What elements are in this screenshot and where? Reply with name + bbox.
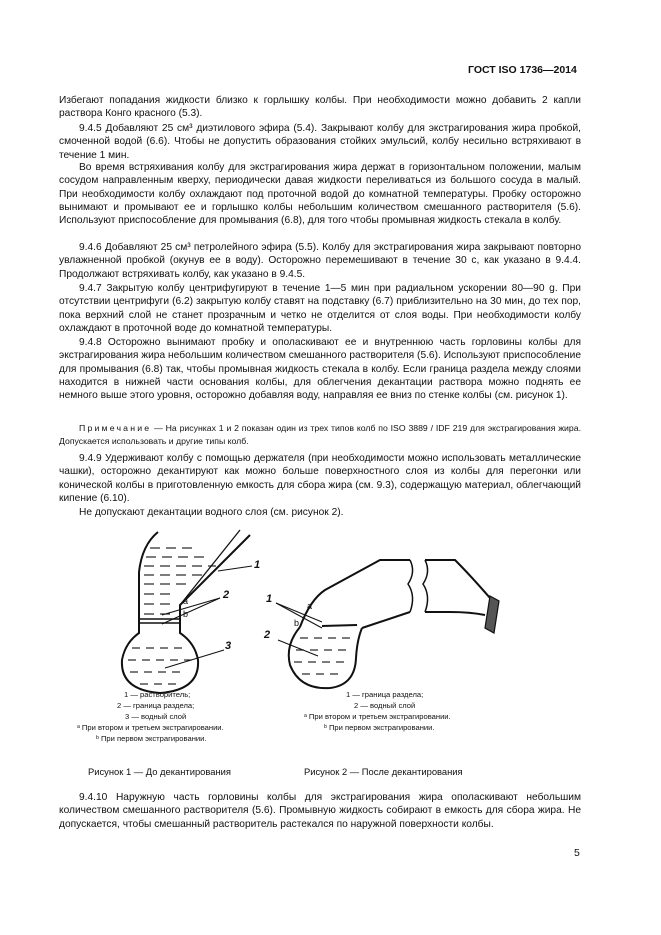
fig1-legend-1: 1 — растворитель; (124, 690, 191, 699)
fig2-label-b: b (294, 618, 300, 628)
fig1-label-3: 3 (225, 640, 232, 652)
fig1-legend-3: 3 — водный слой (125, 712, 187, 721)
fig1-label-a: a (183, 596, 189, 606)
paragraph-9-4-7: 9.4.7 Закрытую колбу центрифугируют в течение 1—5 мин при радиальном ускорении 80—90 g. При отсутствии центрифуги (6.2) закрытую колбу ставят на подставку (6.7) приблизительно на 30 мин, до тех пор, пока верхний слой не станет прозрачным и четко не отделится от слоя воды. При необходимости колбу охлаждают в проточной воде до комнатной температуры. (59, 283, 581, 334)
fig2-footnote-a: ᵃ При втором и третьем экстрагировании. (304, 712, 451, 721)
paragraph-shaking: Во время встряхивания колбу для экстрагирования жира держат в горизонтальном положении, малым сосудом направленным кверху, периодически давая жидкости переливаться из большого сосуда в малый. При необходимости колбу охлаждают под проточной водой до комнатной температуры. Пробку осторожно вынимают и промывают ее и горлышко колбы небольшим количеством смешанного растворителя (5.6). Используют приспособление для промывания (6.8), для того чтобы промывная жидкость стекала в колбу. (59, 162, 581, 227)
paragraph-9-4-10: 9.4.10 Наружную часть горловины колбы для экстрагирования жира ополаскивают небольшим количеством смешанного растворителя (5.6). Промывную жидкость собирают в емкость для сбора жира. Не допускается, чтобы смешанный растворитель растекался по наружной поверхности колбы. (59, 792, 581, 830)
fig1-label-b: b (183, 609, 189, 619)
paragraph-9-4-5: 9.4.5 Добавляют 25 см³ диэтилового эфира (5.4). Закрывают колбу для экстрагирования жира пробкой, смоченной водой (6.6). Чтобы не допустить образования стойких эмульсий, колбу несильно встряхивают в течение 1 мин. (59, 123, 581, 161)
fig2-legend-1: 1 — граница раздела; (346, 690, 424, 699)
document-header: ГОСТ ISO 1736—2014 (468, 64, 577, 76)
page-number: 5 (574, 847, 580, 859)
figure-2-caption: Рисунок 2 — После декантирования (304, 766, 463, 777)
paragraph-intro: Избегают попадания жидкости близко к горлышку колбы. При необходимости можно добавить 2 капли раствора Конго красного (5.3). (59, 95, 581, 120)
fig2-label-2: 2 (264, 629, 271, 641)
fig1-legend-2: 2 — граница раздела; (117, 701, 195, 710)
fig2-label-a: a (307, 601, 313, 611)
fig2-label-1: 1 (266, 593, 273, 605)
fig1-label-2: 2 (223, 589, 230, 601)
paragraph-no-decant: Не допускают декантации водного слоя (см. рисунок 2). (79, 507, 344, 518)
paragraph-9-4-9: 9.4.9 Удерживают колбу с помощью держателя (при необходимости можно использовать металлические чашки), осторожно декантируют как можно больше поверхностного слоя из колбы для перегонки или конической колбы в приготовленную емкость для сбора жира (см. 9.3), содержащую материал, облегчающий кипение (6.10). (59, 453, 581, 504)
fig2-footnote-b: ᵇ При первом экстрагировании. (324, 723, 435, 732)
paragraph-9-4-6: 9.4.6 Добавляют 25 см³ петролейного эфира (5.5). Колбу для экстрагирования жира закрывают повторно увлажненной пробкой (окунув ее в воду). Осторожно перемешивают в течение 30 с, как указано в 9.4.4. Продолжают встряхивать колбу, как указано в 9.4.5. (59, 242, 581, 280)
figure-1-caption: Рисунок 1 — До декантирования (88, 766, 231, 777)
fig1-footnote-a: ᵃ При втором и третьем экстрагировании. (77, 723, 224, 732)
note-text: — На рисунках 1 и 2 показан один из трех типов колб по ISO 3889 / IDF 219 для экстрагирования жира. Допускается использовать и другие типы колб. (59, 423, 581, 446)
fig1-footnote-b: ᵇ При первом экстрагировании. (96, 734, 207, 743)
paragraph-9-4-8: 9.4.8 Осторожно вынимают пробку и ополаскивают ее и внутреннюю часть горловины колбы для экстрагирования жира небольшим количеством смешанного растворителя (5.6). Используют приспособление для промывания (6.8) так, чтобы промывная жидкость стекала в колбу. Если граница раздела между слоями находится в нижней части основания колбы, для облегчения декантации раствора можно поднять ее немного выше этого уровня, осторожно добавляя воду, направляя ее вниз по стенке колбы (см. рисунок 1). (59, 337, 581, 402)
note-label: Примечание (79, 423, 152, 433)
fig2-legend-2: 2 — водный слой (354, 701, 416, 710)
fig1-label-1: 1 (254, 559, 261, 571)
